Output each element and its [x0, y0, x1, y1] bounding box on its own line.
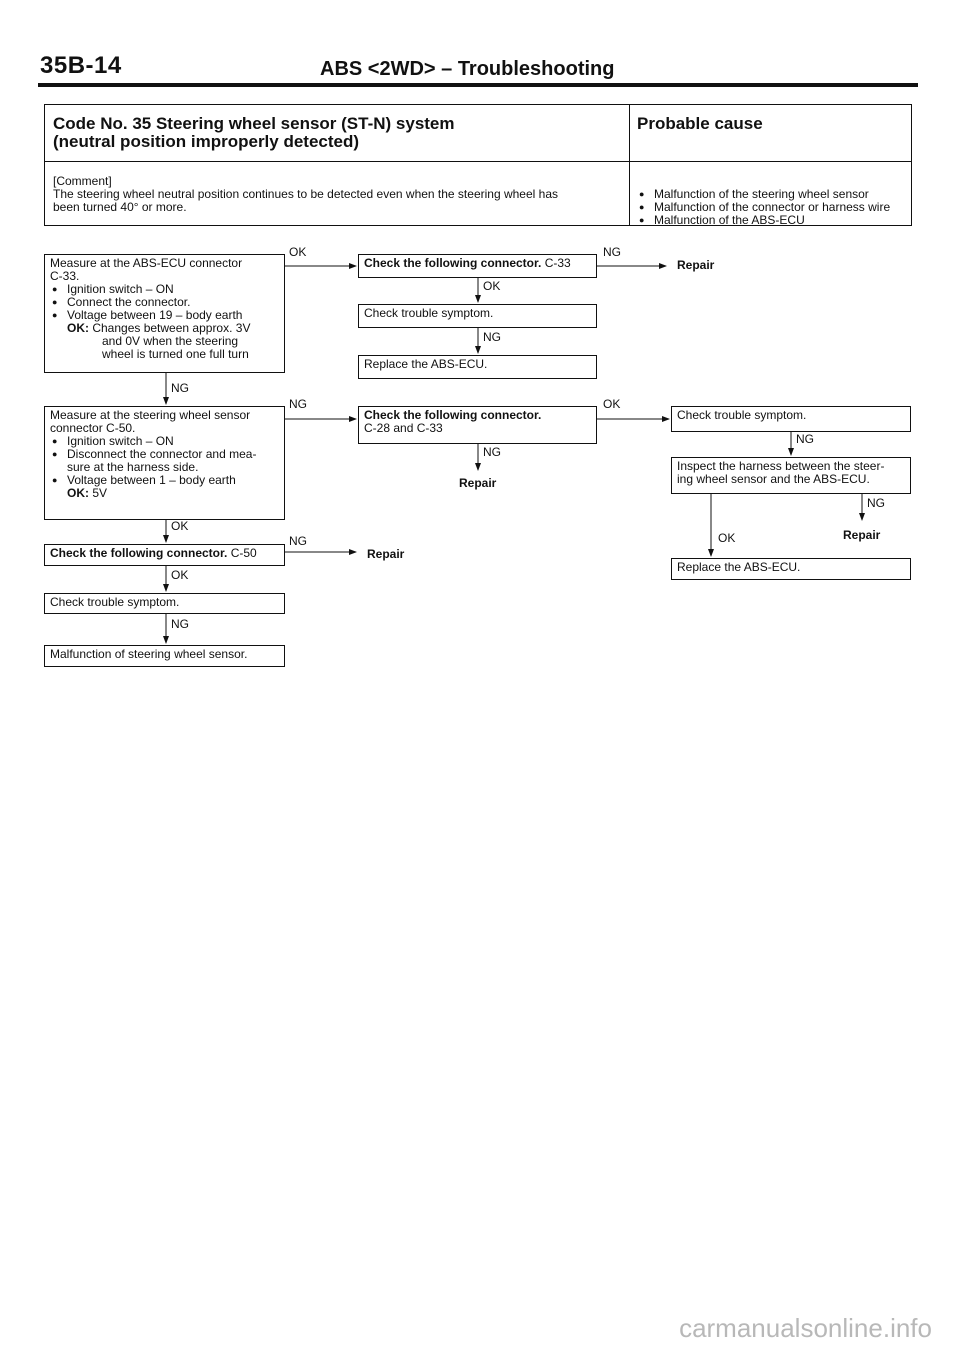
step-text: Check the following connector. [364, 256, 542, 270]
step-text: connector C-50. [50, 421, 136, 435]
step-inspect-harness [671, 457, 911, 494]
branch-label-ok: OK [171, 568, 189, 582]
page-title: ABS <2WD> – Troubleshooting [320, 58, 615, 80]
step-check-connector-c28-c33 [358, 406, 597, 444]
ok-criterion: Changes between approx. 3V [92, 321, 251, 335]
step-steering-sensor-malfunction [44, 645, 285, 667]
step-text: Check trouble symptom. [50, 595, 180, 609]
step-list-item: ● Ignition switch – ON [50, 283, 279, 296]
comment-label: [Comment] [53, 174, 112, 188]
ok-criterion: wheel is turned one full turn [102, 347, 249, 361]
branch-label-ng: NG [171, 617, 189, 631]
step-replace-abs-ecu-2 [671, 558, 911, 580]
probable-cause-header: Probable cause [637, 114, 763, 133]
page-number: 35B-14 [40, 52, 122, 79]
ok-criterion-label: OK: [67, 321, 89, 335]
cause-item: ● Malfunction of the connector or harness wire [637, 201, 907, 214]
branch-label-ok: OK [289, 245, 307, 259]
branch-label-ng: NG [603, 245, 621, 259]
step-text: Check the following connector. [50, 546, 228, 560]
step-check-trouble-symptom [358, 304, 597, 328]
action-repair: Repair [677, 258, 715, 272]
step-measure-ecu-connector [44, 254, 285, 373]
branch-label-ng: NG [171, 381, 189, 395]
step-check-connector-c50 [44, 544, 285, 566]
step-text: Replace the ABS-ECU. [364, 357, 488, 371]
step-measure-sensor-connector [44, 406, 285, 520]
step-text: Measure at the steering wheel sensor [50, 408, 251, 422]
step-list [50, 474, 279, 487]
step-text: Check trouble symptom. [364, 306, 494, 320]
branch-label-ok: OK [483, 279, 501, 293]
connector-ref: C-28 and C-33 [364, 421, 443, 435]
step-list-item: ● Voltage between 1 – body earth [50, 474, 279, 487]
action-repair: Repair [843, 528, 881, 542]
comment-line2: been turned 40° or more. [53, 200, 187, 214]
step-text: Malfunction of steering wheel sensor. [50, 647, 248, 661]
step-check-connector-c33 [358, 254, 597, 278]
step-text: Check trouble symptom. [677, 408, 807, 422]
step-text: Check the following connector. [364, 408, 542, 422]
branch-label-ng: NG [483, 445, 501, 459]
action-repair: Repair [459, 476, 497, 490]
step-list [50, 435, 279, 461]
step-text: Inspect the harness between the steer- [677, 459, 885, 473]
cause-item: ● Malfunction of the ABS-ECU [637, 214, 907, 227]
comment-line1: The steering wheel neutral position continues to be detected even when the steering wheel has [53, 187, 558, 201]
step-list-item: ● Ignition switch – ON [50, 435, 279, 448]
step-list-item: sure at the harness side. [67, 460, 199, 474]
step-list-item: ● Disconnect the connector and mea- [50, 448, 279, 461]
step-list-item: ● Connect the connector. [50, 296, 279, 309]
code-title-line2: (neutral position improperly detected) [53, 132, 360, 151]
step-text: Replace the ABS-ECU. [677, 560, 801, 574]
step-list [50, 283, 279, 322]
branch-label-ng: NG [289, 397, 307, 411]
ok-criterion-label: OK: [67, 486, 89, 500]
step-check-trouble-symptom-3 [44, 593, 285, 614]
step-list-item: ● Voltage between 19 – body earth [50, 309, 279, 322]
branch-label-ok: OK [718, 531, 736, 545]
connector-ref: C-50 [230, 546, 257, 560]
branch-label-ok: OK [171, 519, 189, 533]
step-check-trouble-symptom-2 [671, 406, 911, 432]
code-title-line1: Code No. 35 Steering wheel sensor (ST-N) system [53, 114, 455, 133]
branch-label-ok: OK [603, 397, 621, 411]
branch-label-ng: NG [796, 432, 814, 446]
branch-label-ng: NG [483, 330, 501, 344]
action-repair: Repair [367, 547, 405, 561]
cause-item: ● Malfunction of the steering wheel sensor [637, 188, 907, 201]
branch-label-ng: NG [289, 534, 307, 548]
branch-label-ng: NG [867, 496, 885, 510]
step-text: C-33. [50, 269, 80, 283]
step-replace-abs-ecu [358, 355, 597, 379]
step-text: Measure at the ABS-ECU connector [50, 256, 243, 270]
ok-criterion: 5V [92, 486, 108, 500]
watermark: carmanualsonline.info [679, 1313, 932, 1343]
connector-ref: C-33 [544, 256, 571, 270]
step-text: ing wheel sensor and the ABS-ECU. [677, 472, 870, 486]
ok-criterion: and 0V when the steering [102, 334, 239, 348]
